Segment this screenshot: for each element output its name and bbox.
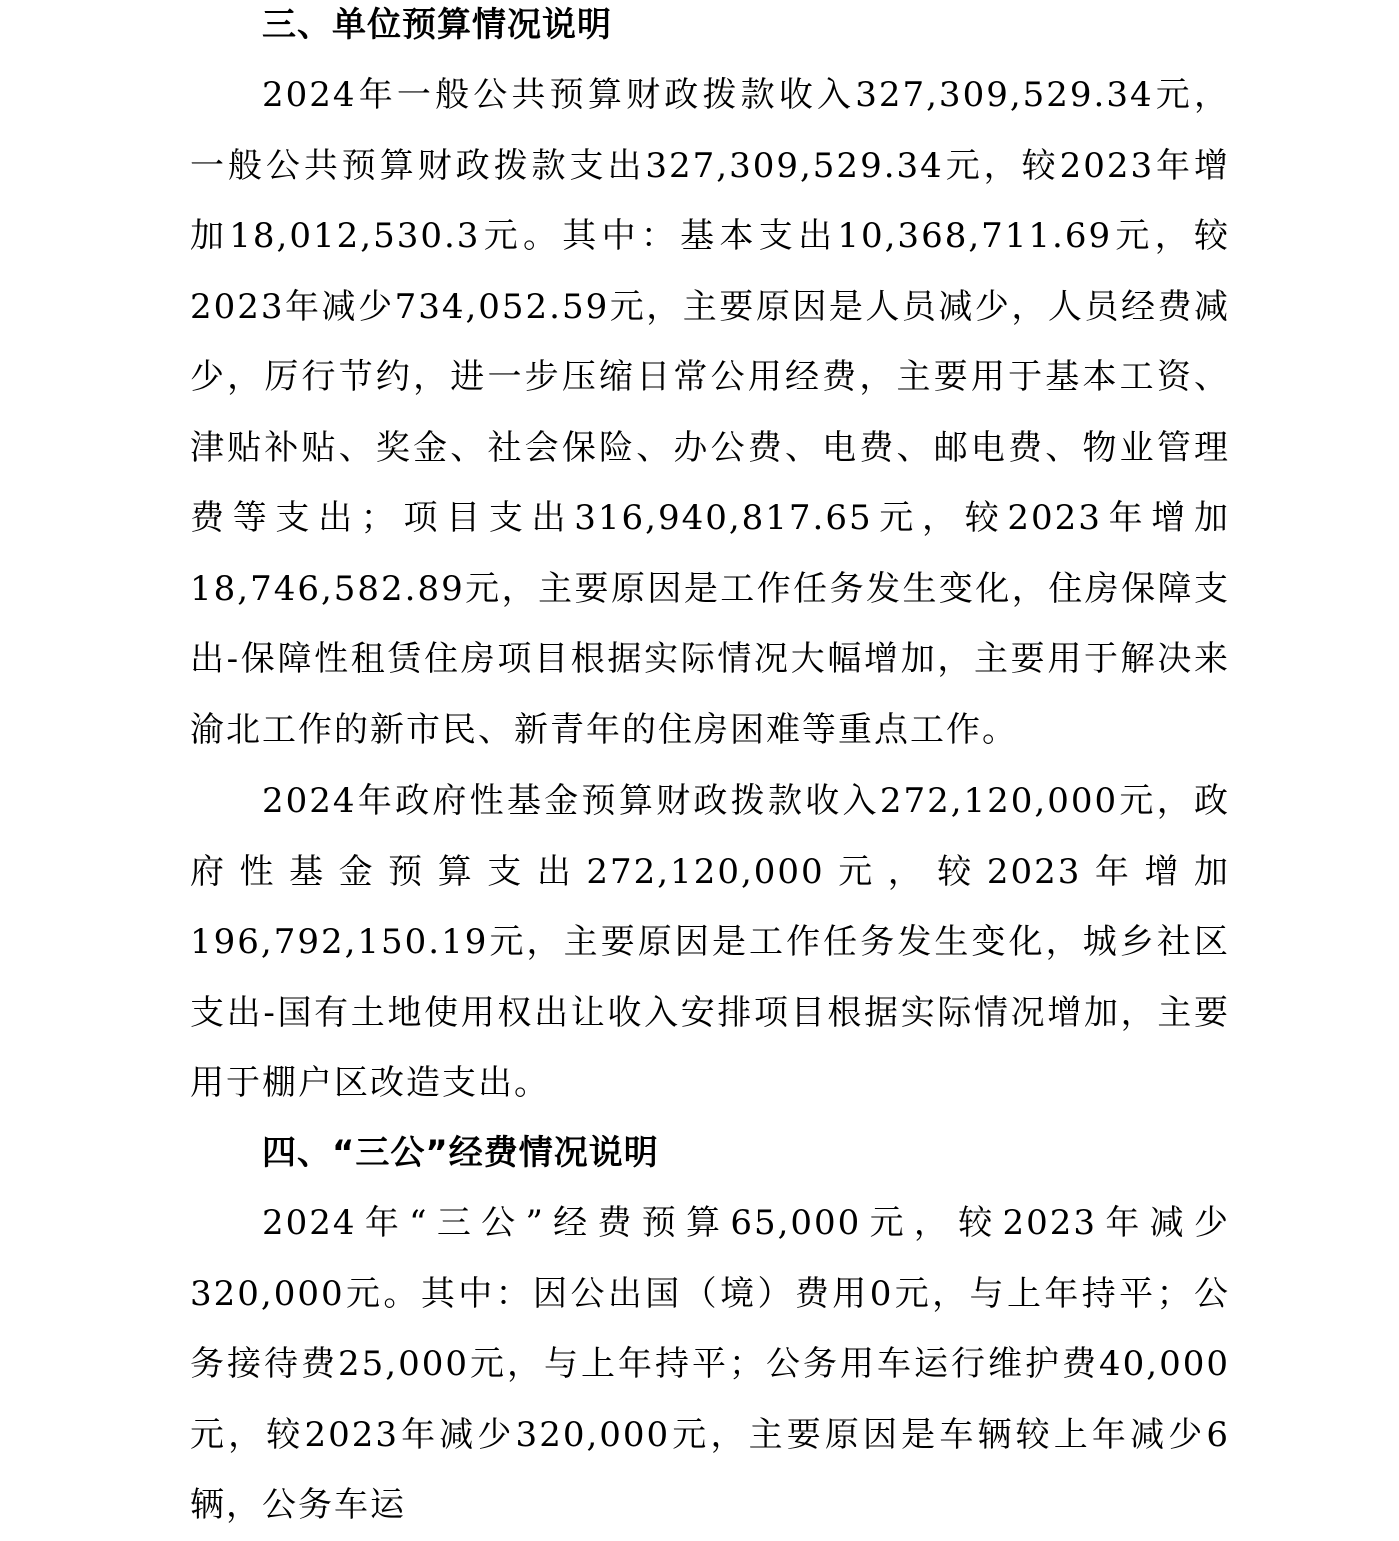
paragraph-fund-budget: 2024年政府性基金预算财政拨款收入272,120,000元，政府性基金预算支出272,120,000元，较2023年增加196,792,150.19元，主要原因是工作任务发生变化，城乡社区支出-国有土地使用权出让收入安排项目根据实际情况增加，主要用于棚户区改造支出。 [190,781,1230,1103]
paragraph-general-budget: 2024年一般公共预算财政拨款收入327,309,529.34元，一般公共预算财政拨款支出327,309,529.34元，较2023年增加18,012,530.3元。其中：基本支出10,368,711.69元，较2023年减少734,052.59元，主要原因是人员减少，人员经费减少，厉行节约，进一步压缩日常公用经费，主要用于基本工资、津贴补贴、奖金、社会保险、办公费、电费、邮电费、物业管理费等支出；项目支出316,940,817.65元，较2023年增加18,746,582.89元，主要原因是工作任务发生变化，住房保障支出-保障性租赁住房项目根据实际情况大幅增加，主要用于解决来渝北工作的新市民、新青年的住房困难等重点工作。 [190,75,1230,750]
section-heading-sangong: 四、“三公”经费情况说明 [262,1133,659,1173]
section-heading-budget: 三、单位预算情况说明 [262,5,612,45]
paragraph-sangong: 2024年“三公”经费预算65,000元，较2023年减少320,000元。其中：因公出国（境）费用0元，与上年持平；公务接待费25,000元，与上年持平；公务用车运行维护费40,000元，较2023年减少320,000元，主要原因是车辆较上年减少6辆，公务车运 [190,1203,1230,1525]
